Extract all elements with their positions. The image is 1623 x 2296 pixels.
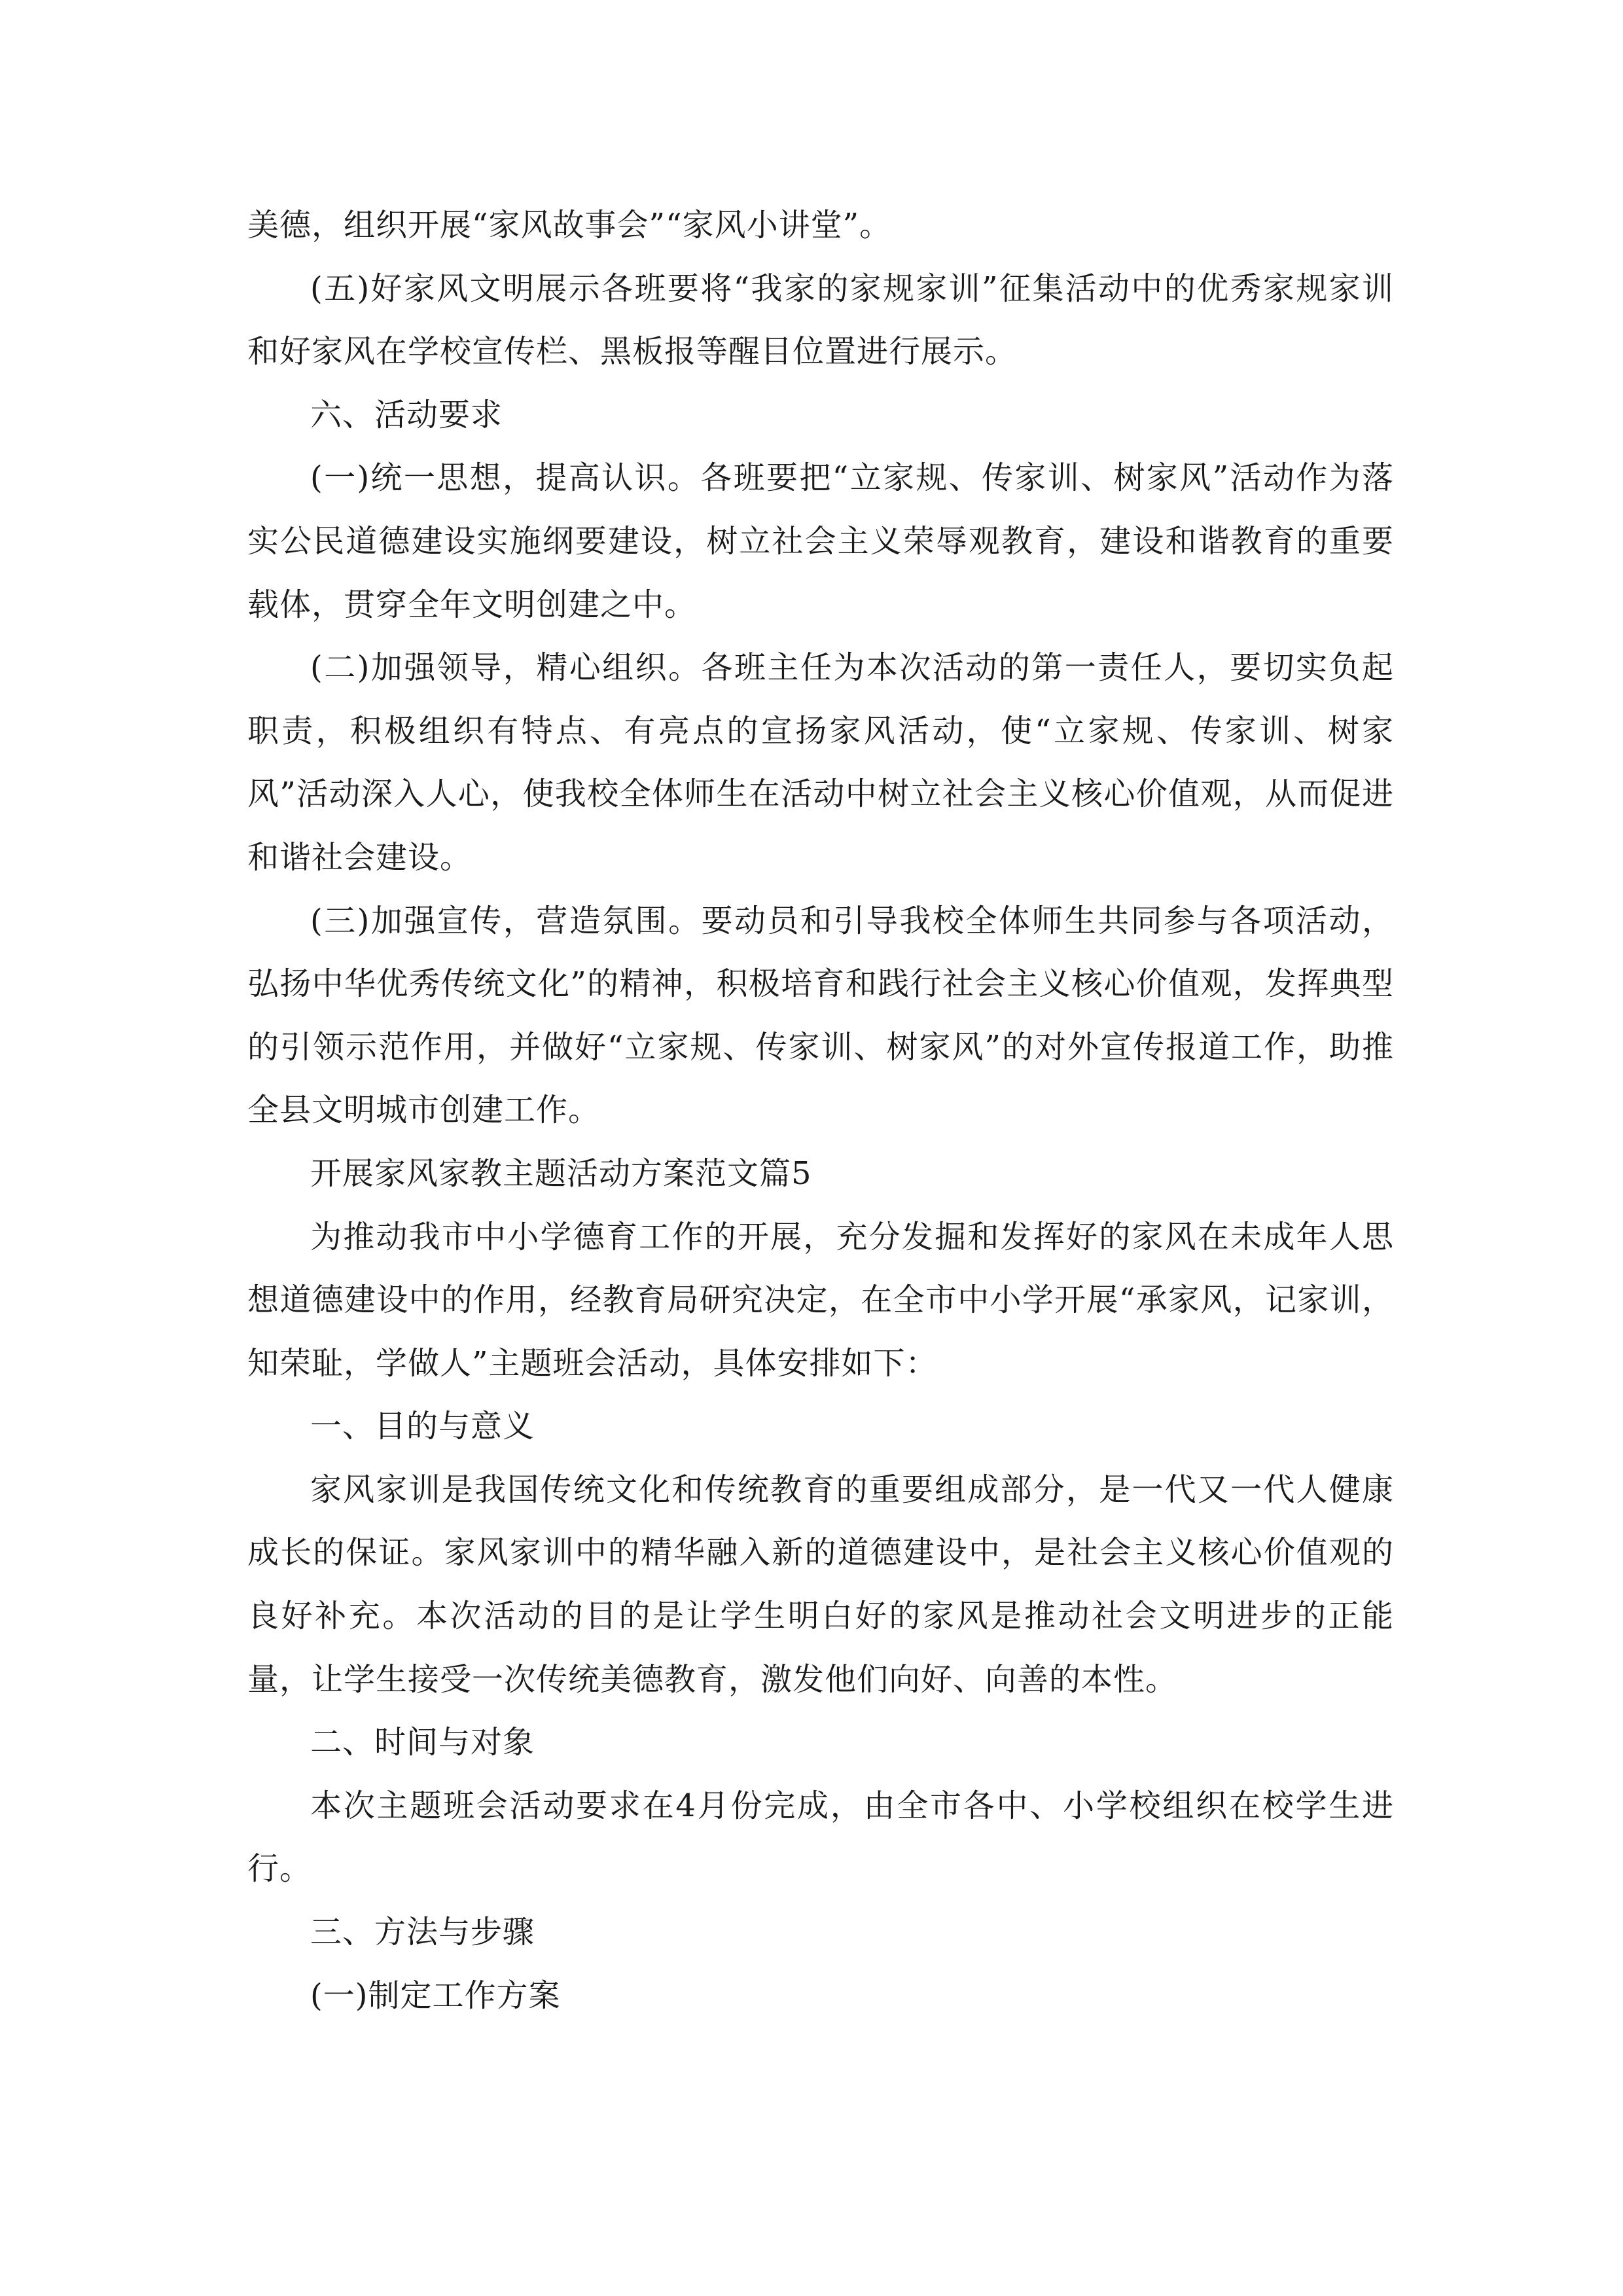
paragraph-time-and-target: 本次主题班会活动要求在4月份完成，由全市各中、小学校组织在校学生进行。 — [247, 1787, 1394, 1888]
paragraph-unify-thinking: (一)统一思想，提高认识。各班要把“立家规、传家训、树家风”活动作为落实公民道德建设实施纲要建设，树立社会主义荣辱观教育，建设和谐教育的重要载体，贯穿全年文明创建之中。 — [247, 459, 1394, 623]
paragraph-introduction: 为推动我市中小学德育工作的开展，充分发掘和发挥好的家风在未成年人思想道德建设中的作用，经教育局研究决定，在全市中小学开展“承家风，记家训，知荣耻，学做人”主题班会活动，具体安排如下： — [247, 1218, 1394, 1382]
section-heading-methods-and-steps: 三、方法与步骤 — [310, 1914, 535, 1951]
document-body — [247, 194, 1394, 2027]
article-title-plan-5: 开展家风家教主题活动方案范文篇5 — [310, 1155, 812, 1192]
paragraph-purpose: 家风家训是我国传统文化和传统教育的重要组成部分，是一代又一代人健康成长的保证。家风家训中的精华融入新的道德建设中，是社会主义核心价值观的良好补充。本次活动的目的是让学生明白好的家风是推动社会文明进步的正能量，让学生接受一次传统美德教育，激发他们向好、向善的本性。 — [247, 1471, 1394, 1698]
subheading-work-plan: (一)制定工作方案 — [310, 1977, 561, 2014]
section-heading-purpose: 一、目的与意义 — [310, 1408, 535, 1445]
section-heading-time-and-target: 二、时间与对象 — [310, 1724, 535, 1761]
paragraph-family-style-display: (五)好家风文明展示各班要将“我家的家规家训”征集活动中的优秀家规家训和好家风在学校宣传栏、黑板报等醒目位置进行展示。 — [247, 270, 1394, 370]
paragraph-strengthen-publicity: (三)加强宣传，营造氛围。要动员和引导我校全体师生共同参与各项活动，弘扬中华优秀传统文化”的精神，积极培育和践行社会主义核心价值观，发挥典型的引领示范作用，并做好“立家规、传家训、树家风”的对外宣传报道工作，助推全县文明城市创建工作。 — [247, 902, 1394, 1129]
section-heading-activity-requirements: 六、活动要求 — [310, 396, 503, 433]
paragraph-continuation: 美德，组织开展“家风故事会”“家风小讲堂”。 — [247, 207, 892, 243]
paragraph-strengthen-leadership: (二)加强领导，精心组织。各班主任为本次活动的第一责任人，要切实负起职责，积极组织有特点、有亮点的宣扬家风活动，使“立家规、传家训、树家风”活动深入人心，使我校全体师生在活动中树立社会主义核心价值观，从而促进和谐社会建设。 — [247, 649, 1394, 876]
